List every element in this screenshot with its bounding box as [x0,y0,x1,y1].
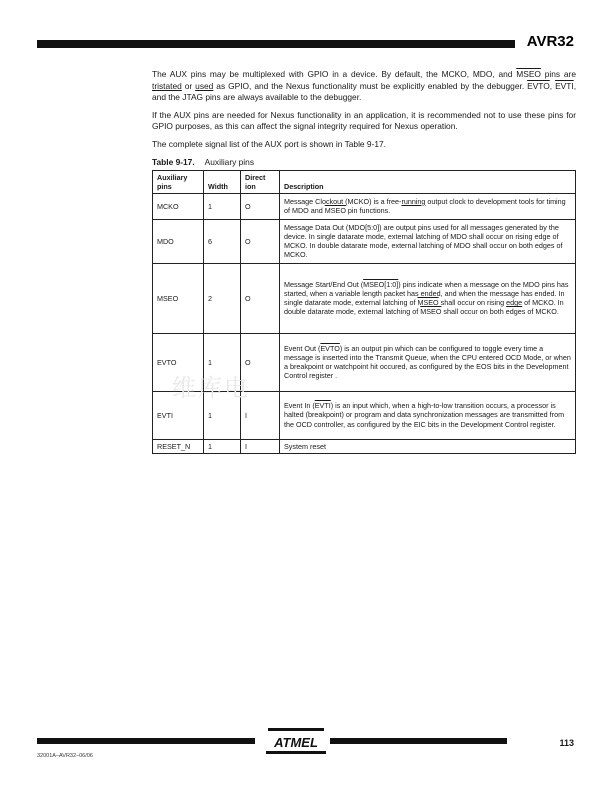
signal-evto: EVTO [527,80,550,91]
footer-bar-left [37,738,255,744]
atmel-logo-text: ATMEL [274,735,318,750]
cell-description: Message Data Out (MDO[5:0]) are output pins used for all messages generated by the device. In single datarate mode, external latching of MDO shall occur on rising edge of MCKO. In double datarate mode, external latching of MDO shall occur on both edges of MCKO. [280,219,576,263]
table-header-row [153,170,576,193]
table-row [153,439,576,453]
cell-width: 1 [204,439,241,453]
table-caption-number: Table 9-17. [152,156,195,167]
signal-evti: EVTI [555,80,574,91]
table-caption [152,157,576,167]
cell-pin: EVTI [153,391,204,439]
atmel-logo [264,726,328,756]
cell-description [280,263,576,333]
text-run: The AUX pins may be multiplexed with GPIO in a device. By default, the MCKO, MDO, and [152,69,517,79]
text-run: pins are [540,69,576,79]
cell-description [280,391,576,439]
text-run: , and the JTAG pins are always available to the debugger. [152,80,577,103]
table-row [153,193,576,219]
paragraph-nexus-recommendation: If the AUX pins are needed for Nexus functionality in an application, it is recommended not to use these pins for GPIO purposes, as this can affect the signal integrity required for Nexus operation. [152,109,576,132]
signal-evti: EVTI [314,401,331,411]
paragraph-signal-list: The complete signal list of the AUX port is shown in Table 9-17. [152,138,387,149]
text-run: or [181,80,196,91]
signal-mseo: MSEO [420,307,442,317]
cell-description [280,193,576,219]
footer-bar-right [330,738,507,744]
text-edge: edge [506,298,523,308]
cell-direction: I [241,391,280,439]
auxiliary-pins-table [152,170,576,454]
cell-pin: MSEO [153,263,204,333]
text-run: ) is an output pin which can be configured to toggle every time a message is inserted into the Transmit Queue, when the CPU entered OCD Mode, or when a breakpoint or watchpoint hit occured, as configured by the EOS bits in the Development Control register . [284,343,571,381]
text-run: output clock to development tools for timing of MDO and [284,196,566,216]
signal-mseo-bus: MSEO[1:0] [363,279,399,289]
cell-direction: O [241,263,280,333]
paragraph-aux-multiplex [152,69,576,104]
text-run: Message Clockout (MCKO) is a free- [284,196,402,206]
text-run: pin functions. [345,206,391,216]
text-run: Message Start/End Out ( [284,279,364,289]
cell-direction: O [241,333,280,391]
header-width: Width [204,170,241,193]
signal-evto: EVTO [320,343,340,353]
text-tristated: tristated [152,80,182,91]
text-run: shall occur on rising [438,298,507,308]
text-run: as GPIO, and the Nexus functionality must be explicitly enabled by the debugger. [213,80,528,91]
table-caption-title: Auxiliary pins [204,156,255,167]
text-run: shall occur on both edges of MCKO. [441,307,559,317]
header-bar [37,40,515,48]
cell-description [280,333,576,391]
table-row [153,263,576,333]
text-used: used [195,80,214,91]
cell-pin: EVTO [153,333,204,391]
header-pins: Auxiliary pins [153,170,204,193]
text-run: Event In ( [284,401,315,411]
signal-mseo: MSEO [516,69,541,79]
cell-description: System reset [280,439,576,453]
header-description: Description [280,170,576,193]
text-run: Event Out ( [284,343,321,353]
cell-direction: O [241,193,280,219]
cell-width: 2 [204,263,241,333]
cell-width: 6 [204,219,241,263]
cell-pin: MCKO [153,193,204,219]
cell-direction: I [241,439,280,453]
text-run: of MCKO. In double datarate mode, external latching of [284,298,564,317]
table-row [153,219,576,263]
cell-width: 1 [204,391,241,439]
cell-width: 1 [204,193,241,219]
cell-direction: O [241,219,280,263]
text-running: running [401,196,426,206]
cell-width: 1 [204,333,241,391]
text-run: , [549,80,556,91]
signal-mseo: MSEO [417,298,439,308]
page-header-title: AVR32 [526,33,574,50]
signal-mseo: MSEO [324,206,346,216]
footer-page-number: 113 [559,738,574,748]
text-run: ) is an input which, when a high-to-low transition occurs, a processor is halted (breakpoint) or program and data synchronization messages are transmitted from the OCD controller, as configured by the EIC bits in the Development Control register. [284,401,565,429]
cell-pin: MDO [153,219,204,263]
cell-pin: RESET_N [153,439,204,453]
header-direction: Direct ion [241,170,280,193]
footer-document-id: 32001A–AVR32–06/06 [37,753,93,759]
text-run: ) pins indicate when a message on the MDO pins has started, when a variable length packet has ended, and when the message has ended. In single datarate mode, external latching of [284,279,569,308]
watermark-text: 维库电 [172,374,250,402]
